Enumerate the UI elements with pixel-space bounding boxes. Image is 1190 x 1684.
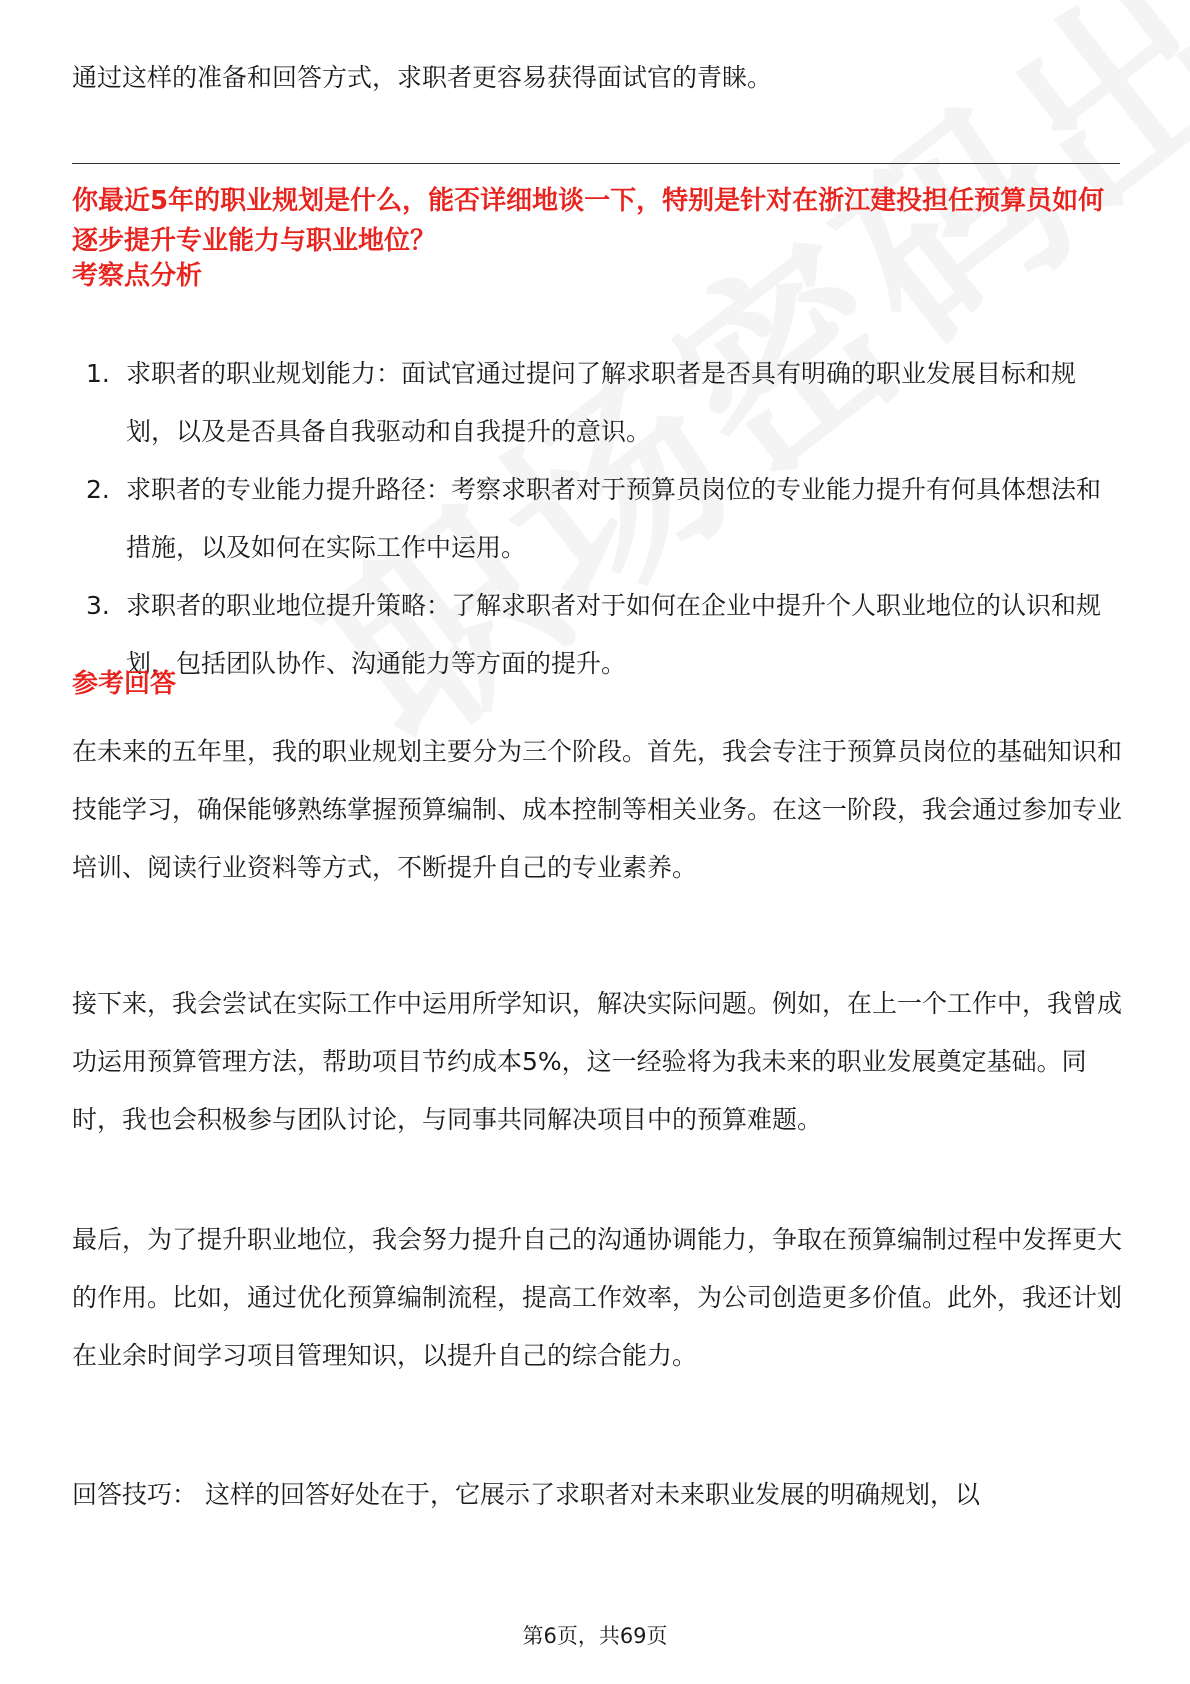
- interview-question: 你最近5年的职业规划是什么，能否详细地谈一下，特别是针对在浙江建投担任预算员如何逐步提升专业能力与职业地位？: [72, 186, 1105, 256]
- answer-paragraph-1: 在未来的五年里，我的职业规划主要分为三个阶段。首先，我会专注于预算员岗位的基础知识和技能学习，确保能够熟练掌握预算编制、成本控制等相关业务。在这一阶段，我会通过参加专业培训、阅读行业资料等方式，不断提升自己的专业素养。: [72, 737, 1123, 882]
- list-item-number: 2.: [86, 475, 110, 504]
- top-paragraph: 通过这样的准备和回答方式，求职者更容易获得面试官的青睐。: [72, 63, 773, 92]
- answer-heading: 参考回答: [72, 669, 177, 699]
- list-item: [72, 577, 1122, 693]
- analysis-list: [72, 345, 1122, 693]
- list-item-text: 求职者的职业地位提升策略：了解求职者对于如何在企业中提升个人职业地位的认识和规划，包括团队协作、沟通能力等方面的提升。: [126, 591, 1102, 678]
- list-item-text: 求职者的职业规划能力：面试官通过提问了解求职者是否具有明确的职业发展目标和规划，以及是否具备自我驱动和自我提升的意识。: [126, 359, 1077, 446]
- answer-paragraph-3: 最后，为了提升职业地位，我会努力提升自己的沟通协调能力，争取在预算编制过程中发挥更大的作用。比如，通过优化预算编制流程，提高工作效率，为公司创造更多价值。此外，我还计划在业余时间学习项目管理知识，以提升自己的综合能力。: [72, 1225, 1123, 1370]
- section-divider: [72, 163, 1120, 164]
- list-item: [72, 345, 1122, 461]
- list-item: [72, 461, 1122, 577]
- list-item-text: 求职者的专业能力提升路径：考察求职者对于预算员岗位的专业能力提升有何具体想法和措施，以及如何在实际工作中运用。: [126, 475, 1102, 562]
- answer-paragraph-2: 接下来，我会尝试在实际工作中运用所学知识，解决实际问题。例如，在上一个工作中，我曾成功运用预算管理方法，帮助项目节约成本5%，这一经验将为我未来的职业发展奠定基础。同时，我也会积极参与团队讨论，与同事共同解决项目中的预算难题。: [72, 989, 1123, 1134]
- list-item-number: 3.: [86, 591, 110, 620]
- tips-paragraph: 回答技巧： 这样的回答好处在于，它展示了求职者对未来职业发展的明确规划，以: [72, 1480, 980, 1509]
- page-footer: 第6页，共69页: [522, 1624, 668, 1648]
- list-item-number: 1.: [86, 359, 110, 388]
- analysis-heading: 考察点分析: [72, 261, 203, 291]
